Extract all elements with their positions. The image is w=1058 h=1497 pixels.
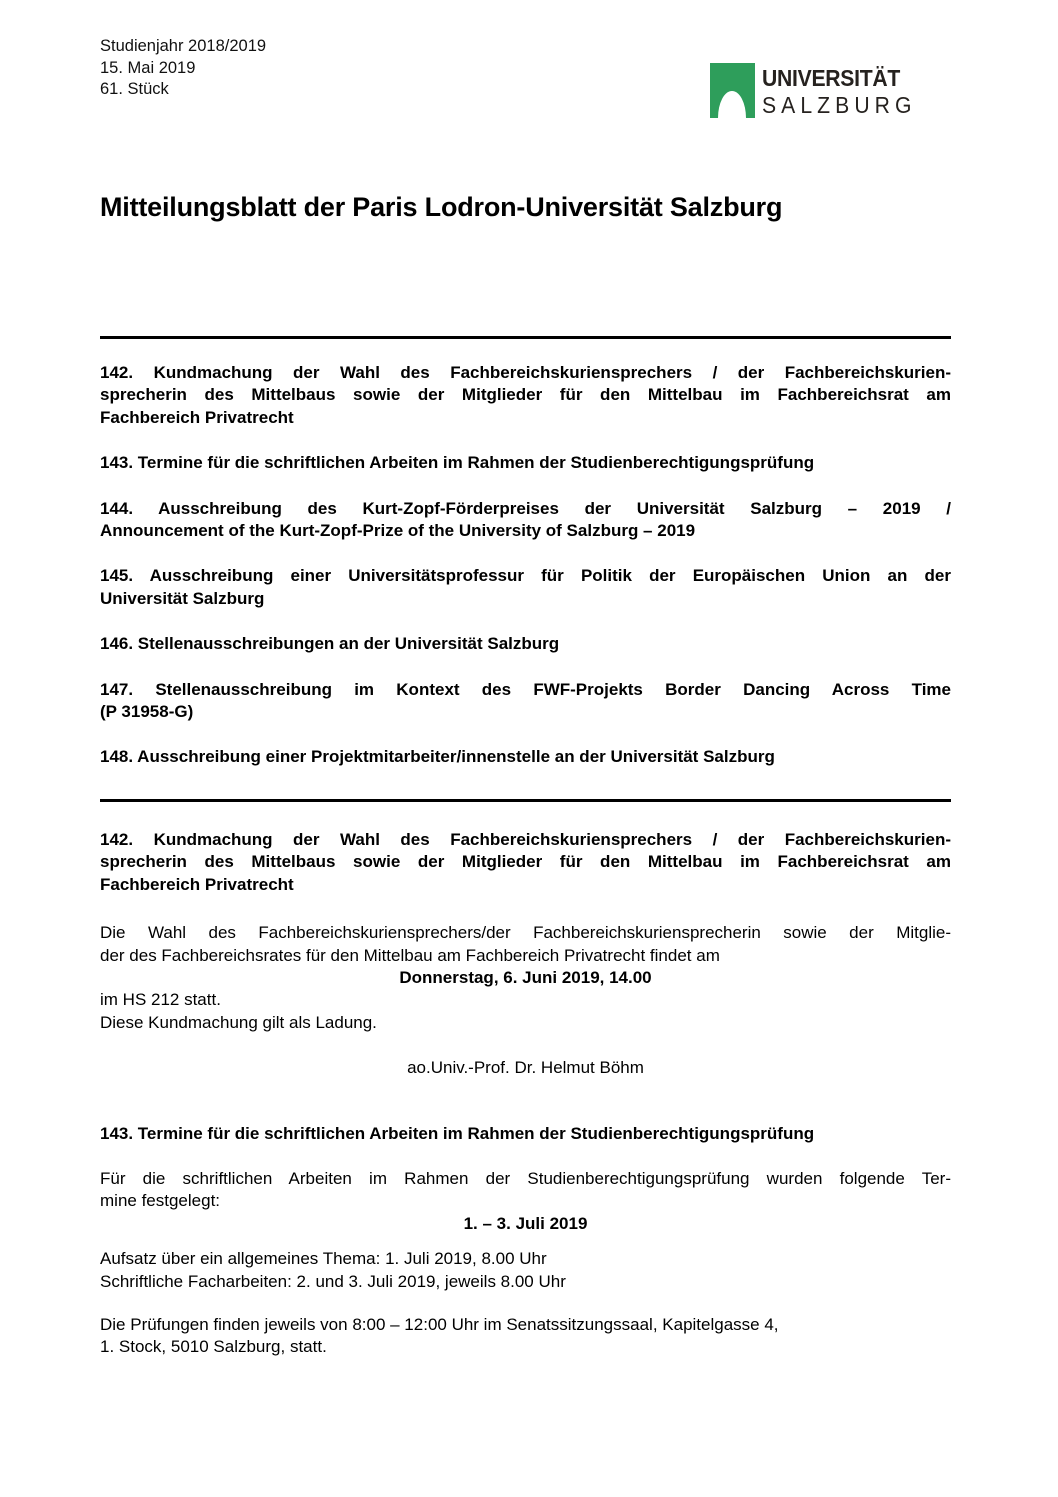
section-142-after: im HS 212 statt. Diese Kundmachung gilt als Ladung.: [100, 990, 377, 1032]
logo-university-word: UNIVERSITÄT: [762, 65, 901, 91]
section-143-exam-times: Aufsatz über ein allgemeines Thema: 1. Juli 2019, 8.00 Uhr Schriftliche Facharbeiten: 2. und 3. Juli 2019, jeweils 8.00 Uhr: [100, 1249, 566, 1291]
section-143-date-range: 1. – 3. Juli 2019: [463, 1213, 588, 1233]
toc-item-143: 143. Termine für die schriftlichen Arbeiten im Rahmen der Studienberechtigungsprüfung: [100, 453, 815, 473]
section-142-body: [100, 922, 951, 1034]
toc-item-145: 145. Ausschreibung einer Universitätsprofessur für Politik der Europäischen Union an der Universität Salzburg: [100, 566, 951, 608]
issue-date-line: 15. Mai 2019: [100, 58, 196, 77]
toc-item-144: 144. Ausschreibung des Kurt-Zopf-Förderpreises der Universität Salzburg – 2019 / Announcement of the Kurt-Zopf-Prize of the University of Salzburg – 2019: [100, 498, 951, 541]
section-143-heading: 143. Termine für die schriftlichen Arbeiten im Rahmen der Studienberechtigungsprüfung: [100, 1123, 815, 1143]
divider-top: [100, 336, 951, 339]
section-142-date: Donnerstag, 6. Juni 2019, 14.00: [399, 967, 652, 987]
section-142-signature: ao.Univ.-Prof. Dr. Helmut Böhm: [407, 1058, 644, 1078]
issue-number-line: 61. Stück: [100, 80, 169, 98]
divider-toc-end: [100, 799, 951, 802]
document-body: [100, 0, 951, 1359]
toc-item-142: 142. Kundmachung der Wahl des Fachbereichskuriensprechers / der Fachbereichskurien- sprecherin des Mittelbaus sowie der Mitglieder für den Mittelbau im Fachbereichsrat am Fachbereich Privatrecht: [100, 363, 951, 427]
section-142-paragraph: Die Wahl des Fachbereichskuriensprechers/der Fachbereichskuriensprecherin sowie der Mitglie- der des Fachbereichsrates für den Mittelbau am Fachbereich Privatrecht findet am: [100, 923, 951, 965]
section-143-intro-paragraph: Für die schriftlichen Arbeiten im Rahmen der Studienberechtigungsprüfung wurden folgende Ter- mine festgelegt:: [100, 1168, 951, 1211]
section-143-location: Die Prüfungen finden jeweils von 8:00 – 12:00 Uhr im Senatssitzungssaal, Kapitelgasse 4, 1. Stock, 5010 Salzburg, statt.: [100, 1314, 779, 1357]
section-143-intro: [100, 1168, 951, 1235]
toc-item-147: 147. Stellenausschreibung im Kontext des FWF-Projekts Border Dancing Across Time (P 31958-G): [100, 679, 951, 722]
toc-item-146: 146. Stellenausschreibungen an der Universität Salzburg: [100, 634, 560, 654]
studienjahr-line: Studienjahr 2018/2019: [100, 37, 267, 55]
page-title: Mitteilungsblatt der Paris Lodron-Universität Salzburg: [100, 192, 783, 222]
table-of-contents: [100, 362, 951, 769]
toc-item-148: 148. Ausschreibung einer Projektmitarbeiter/innenstelle an der Universität Salzburg: [100, 747, 775, 767]
logo-salzburg-word: SALZBURG: [762, 92, 917, 118]
section-142-heading: 142. Kundmachung der Wahl des Fachbereichskuriensprechers / der Fachbereichskurien- sprecherin des Mittelbaus sowie der Mitglieder für den Mittelbau im Fachbereichsrat am Fachbereich Privatrecht: [100, 829, 951, 894]
